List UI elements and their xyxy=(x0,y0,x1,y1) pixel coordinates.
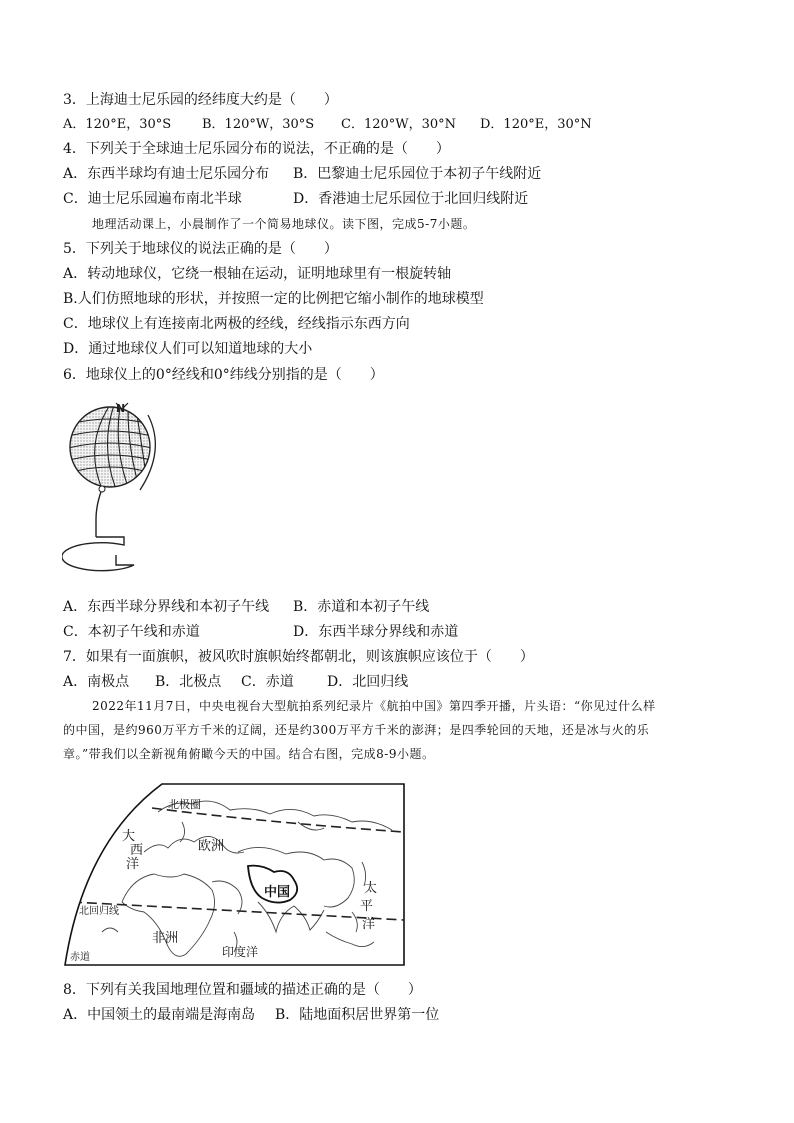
svg-text:大: 大 xyxy=(122,829,136,844)
label-tropic-of-cancer: 北回归线 xyxy=(79,906,119,917)
question-4-options-row1 xyxy=(63,164,541,184)
q6-option-a: A．东西半球分界线和本初子午线 xyxy=(63,599,270,615)
intro-8-9-line2: 的中国，是约960万平方千米的辽阔，还是约300万平方千米的澎湃；是四季轮回的天地，还是冰与火的乐 xyxy=(63,723,650,737)
label-europe: 欧洲 xyxy=(198,839,225,854)
question-6-options-row2 xyxy=(63,622,458,642)
q4-option-d: D．香港迪士尼乐园位于北回归线附近 xyxy=(293,191,529,207)
q5-option-a: A．转动地球仪，它绕一根轴在运动，证明地球里有一根旋转轴 xyxy=(63,266,452,282)
map-frame xyxy=(65,784,404,965)
q4-option-a: A．东西半球均有迪士尼乐园分布 xyxy=(63,166,270,182)
q7-option-b: B．北极点 xyxy=(155,674,222,690)
question-8-options xyxy=(63,1005,439,1025)
q6-option-d: D．东西半球分界线和赤道 xyxy=(293,624,459,640)
label-china: 中国 xyxy=(264,885,291,900)
north-pole-label: N xyxy=(116,402,126,415)
globe-base xyxy=(62,537,134,571)
label-arctic-circle: 北极圈 xyxy=(168,798,201,811)
svg-text:平: 平 xyxy=(360,899,374,914)
q5-option-b: B.人们仿照地球的形状，并按照一定的比例把它缩小制作的地球模型 xyxy=(63,291,484,307)
globe-stand xyxy=(96,489,102,519)
svg-text:西: 西 xyxy=(130,843,144,858)
q3-option-b: B．120°W，30°S xyxy=(202,117,315,132)
q3-option-d: D．120°E，30°N xyxy=(480,117,592,132)
intro-5-7: 地理活动课上，小晨制作了一个简易地球仪。读下图，完成5-7小题。 xyxy=(92,217,476,231)
q5-option-c: C．地球仪上有连接南北两极的经线，经线指示东西方向 xyxy=(63,316,410,332)
label-equator: 赤道 xyxy=(70,952,90,963)
svg-text:洋: 洋 xyxy=(362,917,376,932)
question-4-options-row2 xyxy=(63,189,528,209)
svg-text:太: 太 xyxy=(364,881,378,896)
axis-bottom xyxy=(99,486,105,492)
question-3-stem: 3．上海迪士尼乐园的经纬度大约是（ ） xyxy=(63,92,338,108)
question-3-options xyxy=(63,115,592,135)
intro-8-9-line1: 2022年11月7日，中央电视台大型航拍系列纪录片《航拍中国》第四季开播，片头语：“你见过什么样 xyxy=(92,699,656,713)
q7-option-d: D．北回归线 xyxy=(327,674,409,690)
q7-option-a: A．南极点 xyxy=(63,674,130,690)
q4-option-b: B．巴黎迪士尼乐园位于本初子午线附近 xyxy=(293,166,542,182)
q3-option-a: A．120°E，30°S xyxy=(63,117,172,132)
world-map-figure xyxy=(62,782,408,968)
svg-text:洋: 洋 xyxy=(126,857,140,872)
question-7-stem: 7．如果有一面旗帜，被风吹时旗帜始终都朝北，则该旗帜应该位于（ ） xyxy=(63,649,534,665)
question-8-stem: 8．下列有关我国地理位置和疆域的描述正确的是（ ） xyxy=(63,982,422,998)
q4-option-c: C．迪士尼乐园遍布南北半球 xyxy=(63,191,242,207)
question-7-options xyxy=(63,672,408,692)
question-6-options-row1 xyxy=(63,597,429,617)
q8-option-b: B．陆地面积居世界第一位 xyxy=(275,1007,440,1023)
q7-option-c: C．赤道 xyxy=(241,674,294,690)
label-indian-ocean: 印度洋 xyxy=(222,945,259,959)
q5-option-d: D．通过地球仪人们可以知道地球的大小 xyxy=(63,341,313,357)
q6-option-c: C．本初子午线和赤道 xyxy=(63,624,200,640)
q6-option-b: B．赤道和本初子午线 xyxy=(293,599,430,615)
q3-option-c: C．120°W，30°N xyxy=(341,117,457,132)
question-5-stem: 5．下列关于地球仪的说法正确的是（ ） xyxy=(63,241,338,257)
intro-8-9-line3: 章。”带我们以全新视角俯瞰今天的中国。结合右图，完成8-9小题。 xyxy=(63,747,435,761)
globe-figure xyxy=(62,395,172,585)
label-africa: 非洲 xyxy=(152,931,179,946)
question-4-stem: 4．下列关于全球迪士尼乐园分布的说法，不正确的是（ ） xyxy=(63,141,450,157)
q8-option-a: A．中国领土的最南端是海南岛 xyxy=(63,1007,256,1023)
question-6-stem: 6．地球仪上的0°经线和0°纬线分别指的是（ ） xyxy=(63,367,384,383)
